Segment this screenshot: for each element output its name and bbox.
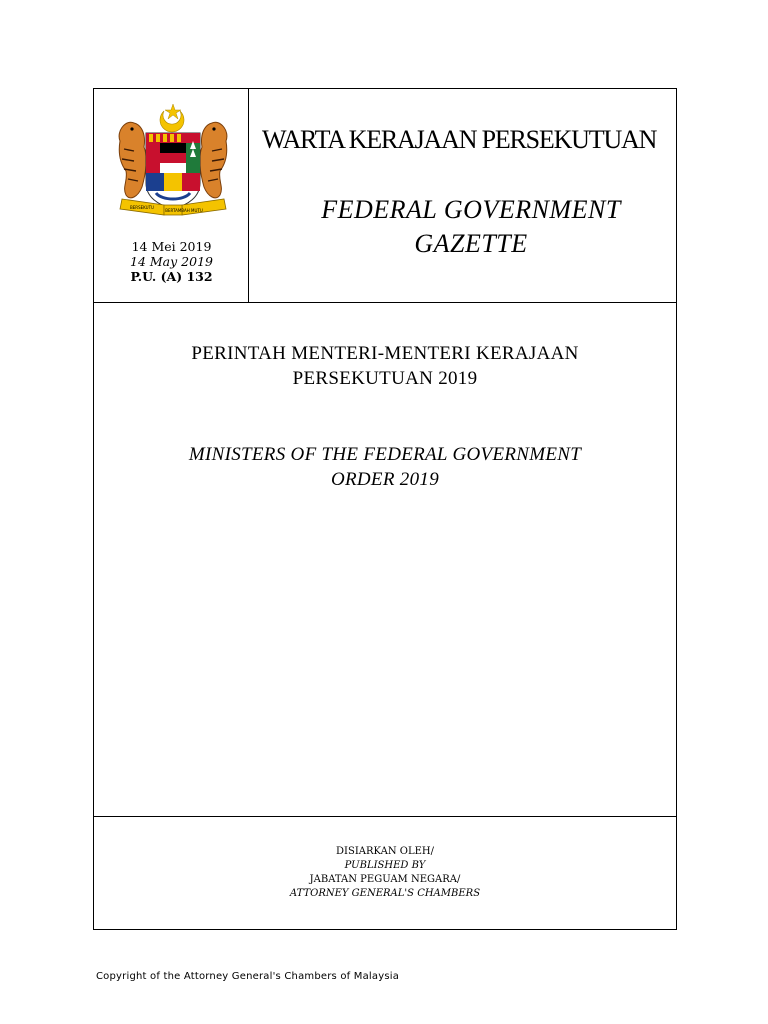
gazette-title-english-line2: GAZETTE [414, 229, 528, 258]
malaysia-coat-of-arms-icon [112, 101, 234, 229]
gazette-dates [94, 239, 249, 284]
gazette-title-english [269, 193, 673, 261]
publisher-name-english: ATTORNEY GENERAL'S CHAMBERS [289, 888, 481, 899]
date-malay: 14 Mei 2019 [131, 239, 212, 254]
published-by-malay: DISIARKAN OLEH/ [336, 846, 434, 857]
pu-number: P.U. (A) 132 [130, 269, 213, 284]
header-left-cell [94, 89, 249, 302]
publisher-row [94, 816, 676, 930]
publisher-name-malay: JABATAN PEGUAM NEGARA/ [309, 874, 461, 885]
gazette-title-english-line1: FEDERAL GOVERNMENT [321, 195, 621, 224]
copyright-notice: Copyright of the Attorney General's Chambers of Malaysia [96, 971, 400, 982]
order-title-malay [94, 341, 676, 391]
order-title-malay-line1: PERINTAH MENTERI-MENTERI KERAJAAN [191, 343, 579, 364]
crest-motto-left: BERSEKUTU [130, 205, 154, 210]
order-title-english [94, 442, 676, 492]
published-by-english: PUBLISHED BY [344, 860, 426, 871]
crest-motto-right: BERTAMBAH MUTU [165, 208, 203, 213]
order-title-english-line1: MINISTERS OF THE FEDERAL GOVERNMENT [188, 444, 582, 465]
order-title-malay-line2: PERSEKUTUAN 2019 [292, 368, 478, 389]
date-english: 14 May 2019 [130, 254, 213, 269]
gazette-title-malay: WARTA KERAJAAN PERSEKUTUAN [262, 125, 657, 154]
gazette-cover-frame [93, 88, 677, 930]
header-row [94, 89, 676, 303]
publisher-info [94, 845, 676, 901]
order-title-english-line2: ORDER 2019 [330, 469, 439, 490]
